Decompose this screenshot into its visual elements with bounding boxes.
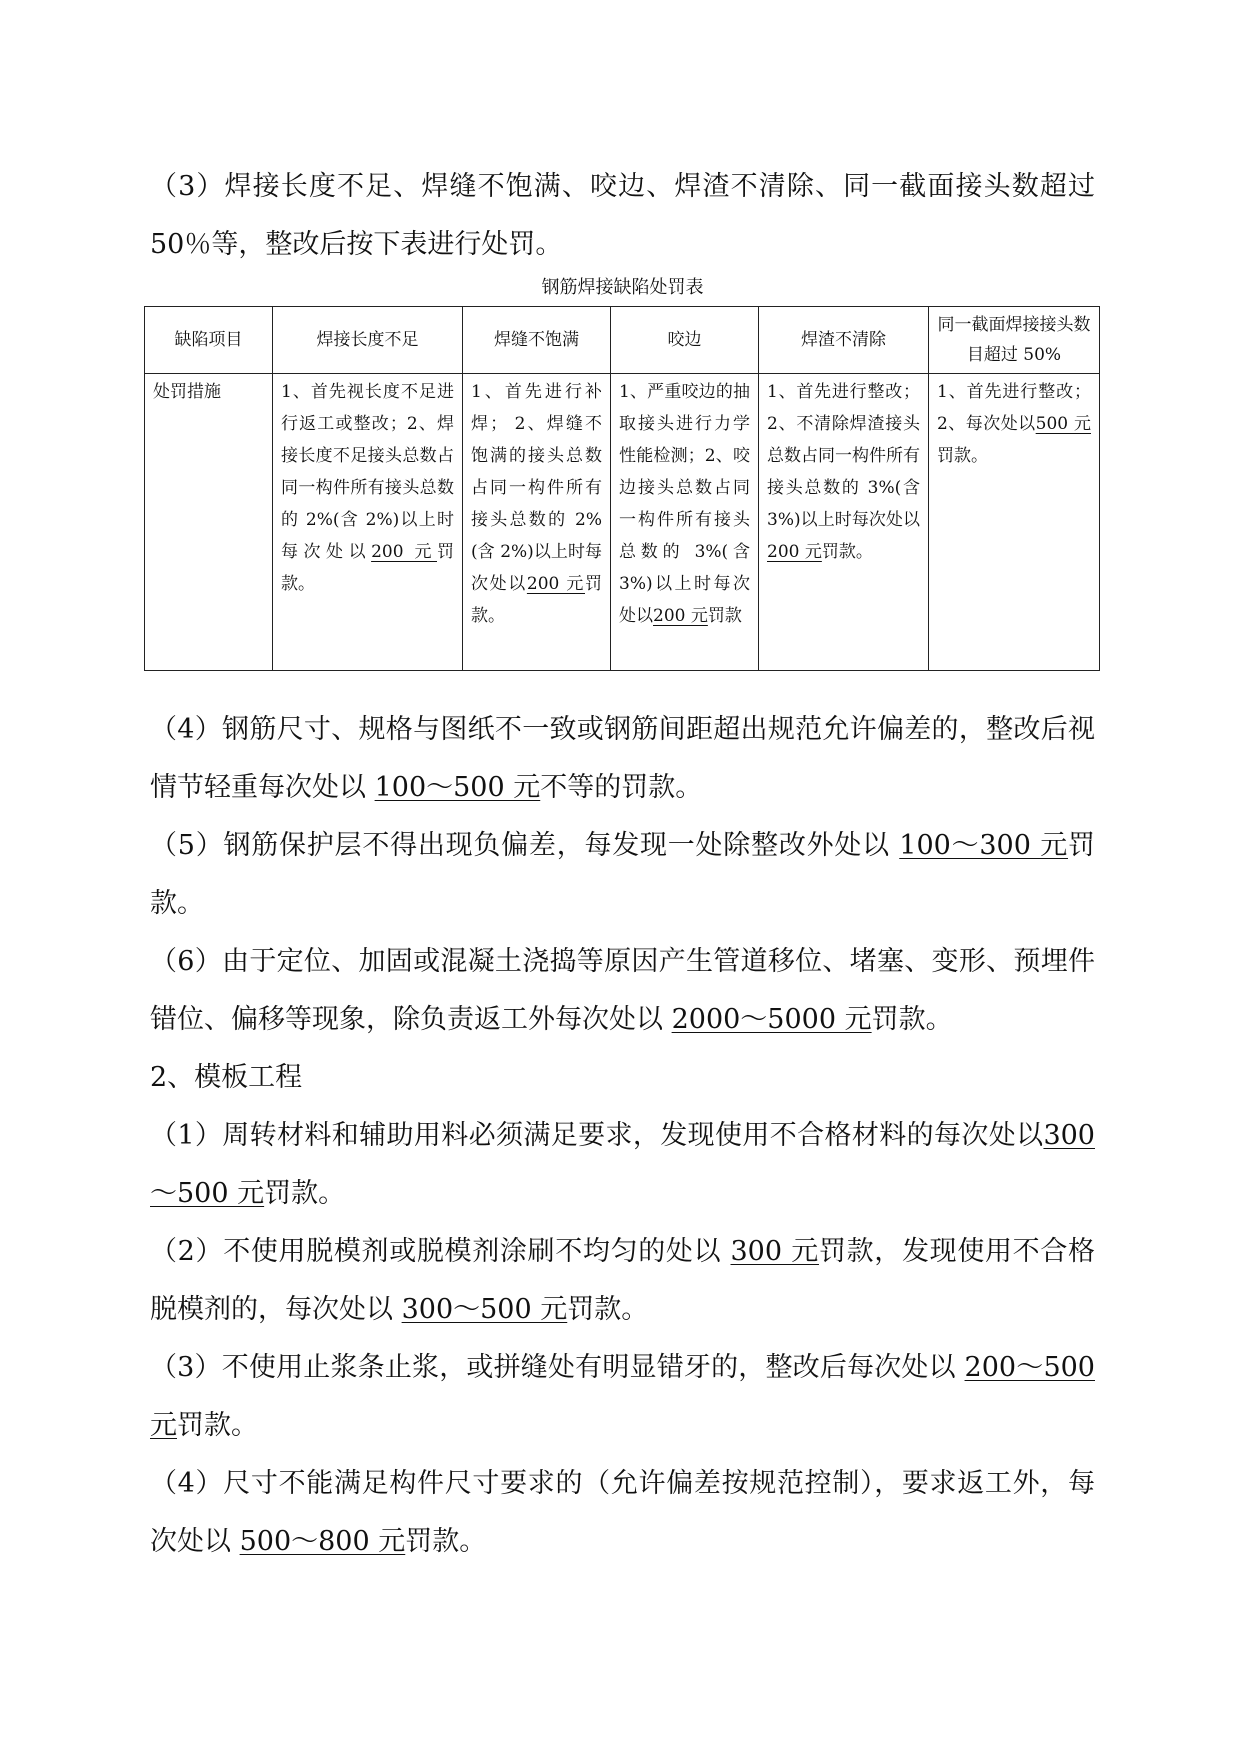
table-caption: 钢筋焊接缺陷处罚表 — [541, 277, 704, 298]
paragraph-item-5 — [150, 817, 1095, 933]
paragraph-formwork-2 — [150, 1223, 1095, 1339]
row-label-cell: 处罚措施 — [145, 374, 273, 671]
header-cell: 焊接长度不足 — [273, 307, 463, 374]
header-cell: 缺陷项目 — [145, 307, 273, 374]
penalty-amount: 200～500 元 — [150, 1352, 1095, 1441]
cell-text: 罚款。 — [821, 542, 873, 562]
penalty-amount: 300 元 — [730, 1236, 819, 1267]
penalty-amount: 2000～5000 元 — [671, 1004, 872, 1035]
cell-text: 1、首先进行补焊； 2、焊缝不饱满的接头总数占同一构件所有接头总数的 2%(含 2%)以上时每次处以 — [471, 382, 602, 594]
paragraph-formwork-1 — [150, 1107, 1095, 1223]
cell-text: 1、严重咬边的抽取接头进行力学性能检测；2、咬边接头总数占同一构件所有接头总数的 3%(含 3%)以上时每次处以 — [619, 382, 750, 626]
paragraph-text: （4）尺寸不能满足构件尺寸要求的（允许偏差按规范控制），要求返工外，每次处以 — [150, 1468, 1095, 1557]
cell-text: 1、首先进行整改；2、每次处以 — [937, 382, 1091, 434]
section-title-formwork: 2、模板工程 — [150, 1062, 303, 1093]
paragraph-text: （4）钢筋尺寸、规格与图纸不一致或钢筋间距超出规范允许偏差的，整改后视情节轻重每次处以 — [150, 714, 1095, 803]
penalty-amount: 100～300 元 — [899, 830, 1068, 861]
header-cell: 焊缝不饱满 — [463, 307, 611, 374]
cell-text: 罚款 — [707, 606, 742, 626]
penalty-amount: 100～500 元 — [374, 772, 541, 803]
table-cell — [759, 374, 929, 671]
header-cell: 咬边 — [611, 307, 759, 374]
cell-text: 1、首先视长度不足进行返工或整改；2、焊接长度不足接头总数占同一构件所有接头总数的 2%(含 2%)以上时每次处以 — [281, 382, 454, 562]
paragraph-text: 罚款。 — [177, 1410, 258, 1441]
paragraph-text: 不等的罚款。 — [540, 772, 703, 803]
cell-amount: 200 元 — [526, 574, 585, 594]
cell-text: 罚款。 — [471, 574, 602, 626]
penalty-amount: 300～500 元 — [150, 1120, 1095, 1209]
paragraph-text: 罚款。 — [405, 1526, 487, 1557]
table-cell — [463, 374, 611, 671]
table-cell — [611, 374, 759, 671]
paragraph-text: （1）周转材料和辅助用料必须满足要求，发现使用不合格材料的每次处以 — [150, 1120, 1044, 1151]
paragraph-text: 罚款，发现使用不合格脱模剂的，每次处以 — [150, 1236, 1095, 1325]
cell-amount: 500 元 — [1035, 414, 1091, 434]
cell-text: 1、首先进行整改；2、不清除焊渣接头总数占同一构件所有接头总数的 3%(含 3%)以上时每次处以 — [767, 382, 920, 530]
cell-amount: 200 元 — [371, 542, 437, 562]
paragraph-text: （3）不使用止浆条止浆，或拼缝处有明显错牙的，整改后每次处以 — [150, 1352, 965, 1383]
paragraph-text: 罚款。 — [871, 1004, 953, 1035]
cell-text: 罚款。 — [937, 446, 988, 466]
paragraph-item-4 — [150, 701, 1095, 817]
paragraph-formwork-4 — [150, 1455, 1095, 1571]
document-page — [150, 158, 1095, 1571]
penalty-table — [144, 306, 1100, 671]
paragraph-text: 罚款。 — [567, 1294, 649, 1325]
paragraph-text: 罚款。 — [150, 830, 1095, 919]
paragraph-formwork-3 — [150, 1339, 1095, 1455]
table-cell — [929, 374, 1100, 671]
table-header-row — [145, 307, 1100, 374]
header-cell: 焊渣不清除 — [759, 307, 929, 374]
paragraph-text: （5）钢筋保护层不得出现负偏差，每发现一处除整改外处以 — [150, 830, 900, 861]
penalty-amount: 500～800 元 — [239, 1526, 406, 1557]
paragraph-text: （6）由于定位、加固或混凝土浇捣等原因产生管道移位、堵塞、变形、预埋件错位、偏移等现象，除负责返工外每次处以 — [150, 946, 1095, 1035]
table-cell — [273, 374, 463, 671]
paragraph-text: 罚款。 — [264, 1178, 346, 1209]
penalty-amount: 300～500 元 — [401, 1294, 568, 1325]
cell-text: 罚款。 — [281, 542, 454, 594]
table-row — [145, 374, 1100, 671]
paragraph-welding-defects — [150, 158, 1095, 274]
header-cell: 同一截面焊接接头数目超过 50% — [929, 307, 1100, 374]
paragraph-item-6 — [150, 933, 1095, 1049]
cell-amount: 200 元 — [653, 606, 708, 626]
paragraph-text: （3）焊接长度不足、焊缝不饱满、咬边、焊渣不清除、同一截面接头数超过 50％等，整改后按下表进行处罚。 — [150, 171, 1095, 260]
cell-amount: 200 元 — [767, 542, 822, 562]
paragraph-text: （2）不使用脱模剂或脱模剂涂刷不均匀的处以 — [150, 1236, 731, 1267]
